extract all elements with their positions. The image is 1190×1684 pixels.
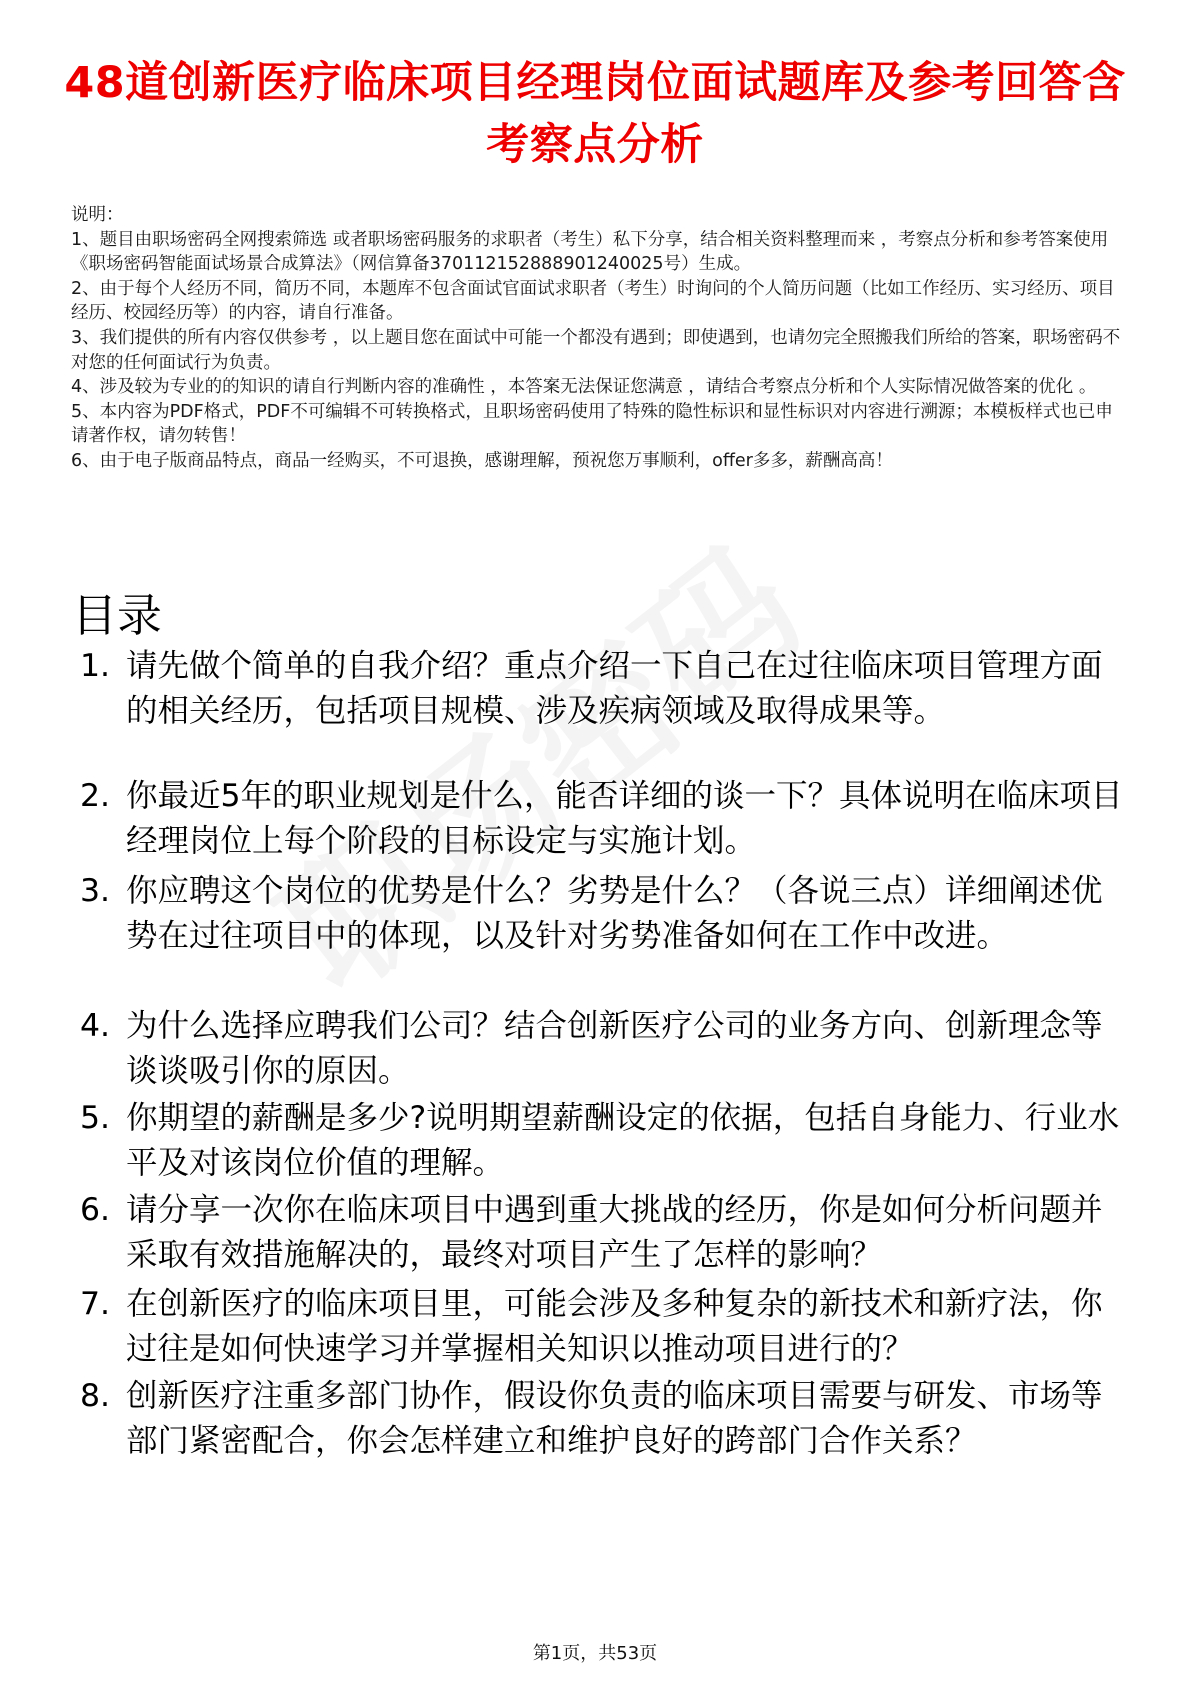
note-item: 6、由于电子版商品特点，商品一经购买，不可退换，感谢理解，预祝您万事顺利，offer多多，薪酬高高！ (71, 450, 893, 471)
toc-item[interactable] (80, 869, 1130, 959)
toc-item[interactable] (80, 1374, 1130, 1464)
toc-item-text: 你期望的薪酬是多少?说明期望薪酬设定的依据，包括自身能力、行业水平及对该岗位价值的理解。 (126, 1100, 1120, 1181)
toc-item-number: 4. (80, 1008, 111, 1044)
toc-item[interactable] (80, 1004, 1130, 1094)
toc-item-text: 请先做个简单的自我介绍？重点介绍一下自己在过往临床项目管理方面的相关经历，包括项目规模、涉及疾病领域及取得成果等。 (126, 648, 1103, 729)
toc-item-text: 创新医疗注重多部门协作，假设你负责的临床项目需要与研发、市场等部门紧密配合，你会怎样建立和维护良好的跨部门合作关系？ (126, 1378, 1103, 1459)
toc-item[interactable] (80, 1282, 1130, 1372)
toc-heading: 目录 (72, 589, 163, 642)
note-item: 1、题目由职场密码全网搜索筛选 或者职场密码服务的求职者（考生）私下分享，结合相关资料整理而来 ，考察点分析和参考答案使用《职场密码智能面试场景合成算法》（网信算备370112152888901240025号）生成。 (71, 229, 1109, 275)
toc-item-number: 5. (80, 1100, 111, 1136)
toc-item-number: 1. (80, 648, 111, 684)
toc-item[interactable] (80, 1096, 1130, 1186)
note-item: 2、由于每个人经历不同，简历不同，本题库不包含面试官面试求职者（考生）时询问的个人简历问题（比如工作经历、实习经历、项目经历、校园经历等）的内容，请自行准备。 (71, 278, 1115, 324)
toc-item[interactable] (80, 1188, 1130, 1278)
toc-item-text: 在创新医疗的临床项目里，可能会涉及多种复杂的新技术和新疗法，你过往是如何快速学习并掌握相关知识以推动项目进行的？ (126, 1286, 1103, 1367)
toc-item[interactable] (80, 774, 1130, 864)
toc-item[interactable] (80, 644, 1130, 734)
note-item: 3、我们提供的所有内容仅供参考 ，以上题目您在面试中可能一个都没有遇到；即使遇到，也请勿完全照搬我们所给的答案，职场密码不对您的任何面试行为负责。 (71, 327, 1121, 373)
toc-item-text: 为什么选择应聘我们公司？结合创新医疗公司的业务方向、创新理念等谈谈吸引你的原因。 (126, 1008, 1103, 1089)
toc-item-number: 2. (80, 778, 111, 814)
toc-item-number: 3. (80, 873, 111, 909)
page-title: 48道创新医疗临床项目经理岗位面试题库及参考回答含考察点分析 (64, 58, 1126, 170)
toc-item-number: 8. (80, 1378, 111, 1414)
page-footer: 第1页，共53页 (532, 1643, 658, 1664)
toc-item-text: 你应聘这个岗位的优势是什么？劣势是什么？（各说三点）详细阐述优势在过往项目中的体现，以及针对劣势准备如何在工作中改进。 (126, 873, 1103, 954)
toc-item-number: 7. (80, 1286, 111, 1322)
notes-section (71, 203, 1123, 474)
notes-heading: 说明： (71, 205, 124, 225)
note-item: 5、本内容为PDF格式，PDF不可编辑不可转换格式，且职场密码使用了特殊的隐性标识和显性标识对内容进行溯源；本模板样式也已申请著作权，请勿转售！ (71, 401, 1113, 447)
toc-item-text: 请分享一次你在临床项目中遇到重大挑战的经历，你是如何分析问题并采取有效措施解决的，最终对项目产生了怎样的影响？ (126, 1192, 1103, 1273)
note-item: 4、涉及较为专业的的知识的请自行判断内容的准确性 ，本答案无法保证您满意 ，请结合考察点分析和个人实际情况做答案的优化 。 (71, 377, 1097, 398)
toc-item-text: 你最近5年的职业规划是什么，能否详细的谈一下？具体说明在临床项目经理岗位上每个阶段的目标设定与实施计划。 (126, 778, 1123, 859)
toc-item-number: 6. (80, 1192, 111, 1228)
